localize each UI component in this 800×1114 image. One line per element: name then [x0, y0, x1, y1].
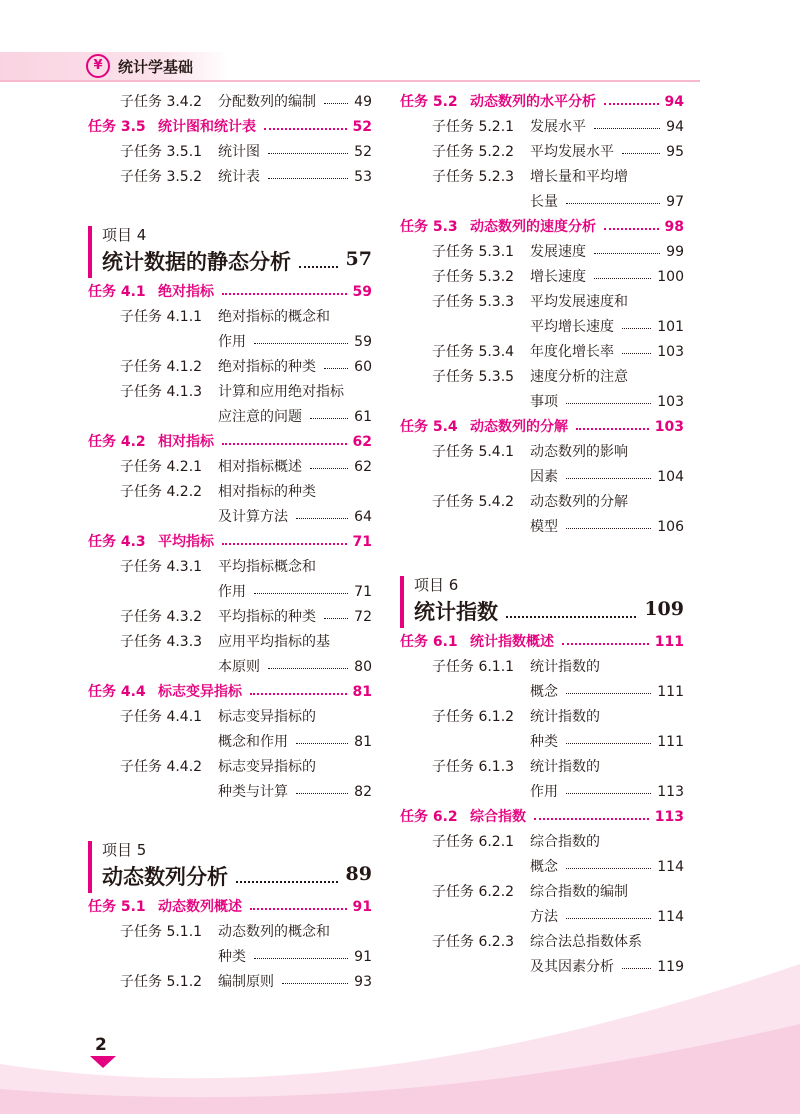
entry-title: 统计指数的	[530, 759, 600, 775]
project-heading	[400, 568, 700, 630]
dot-leader	[250, 693, 347, 695]
toc-task-entry	[88, 280, 388, 305]
entry-label: 任务 4.1	[88, 284, 146, 300]
toc-task-entry	[400, 90, 700, 115]
entry-page: 64	[354, 509, 372, 525]
entry-page: 80	[354, 659, 372, 675]
entry-label: 子任务 3.5.1	[120, 144, 203, 160]
entry-page: 52	[352, 119, 372, 135]
toc-subtask-entry	[400, 340, 700, 365]
toc-subtask-entry	[88, 630, 388, 655]
entry-title: 应用平均指标的基	[218, 634, 330, 650]
entry-title-continued: 长量	[530, 194, 558, 210]
toc-subtask-entry	[88, 380, 388, 405]
entry-title-continued: 作用	[530, 784, 558, 800]
dot-leader	[222, 293, 347, 295]
project-number: 项目 4	[102, 226, 147, 244]
entry-title: 平均发展速度和	[530, 294, 628, 310]
entry-page: 103	[657, 344, 684, 360]
toc-subtask-continuation	[400, 730, 700, 755]
toc-subtask-entry	[400, 240, 700, 265]
entry-title: 动态数列的分解	[470, 419, 568, 435]
toc-subtask-continuation	[88, 405, 388, 430]
entry-page: 113	[654, 809, 684, 825]
entry-label: 子任务 5.3.4	[432, 344, 515, 360]
entry-page: 71	[352, 534, 372, 550]
entry-title-continued: 及计算方法	[218, 509, 288, 525]
entry-label: 子任务 5.2.3	[432, 169, 515, 185]
entry-title: 相对指标概述	[218, 459, 302, 475]
toc-subtask-entry	[88, 555, 388, 580]
toc-task-entry	[88, 430, 388, 455]
entry-title: 发展水平	[530, 119, 586, 135]
entry-title: 绝对指标	[158, 284, 214, 300]
entry-label: 子任务 4.4.2	[120, 759, 203, 775]
entry-page: 72	[354, 609, 372, 625]
entry-label: 任务 4.2	[88, 434, 146, 450]
dot-leader	[268, 668, 348, 669]
toc-subtask-continuation	[400, 680, 700, 705]
dot-leader	[566, 793, 651, 794]
entry-title: 分配数列的编制	[218, 94, 316, 110]
toc-subtask-entry	[400, 115, 700, 140]
dot-leader	[310, 468, 348, 469]
entry-page: 111	[657, 684, 684, 700]
dot-leader	[324, 103, 348, 104]
entry-title: 统计表	[218, 169, 260, 185]
toc-subtask-entry	[400, 490, 700, 515]
entry-page: 82	[354, 784, 372, 800]
project-page: 57	[345, 248, 372, 270]
toc-task-entry	[400, 630, 700, 655]
toc-task-entry	[400, 215, 700, 240]
toc-subtask-entry	[88, 90, 388, 115]
entry-page: 94	[664, 94, 684, 110]
entry-title-continued: 应注意的问题	[218, 409, 302, 425]
dot-leader	[604, 103, 659, 105]
entry-label: 子任务 5.2.1	[432, 119, 515, 135]
entry-label: 任务 6.2	[400, 809, 458, 825]
project-accent-bar	[400, 576, 404, 628]
entry-title-continued: 作用	[218, 584, 246, 600]
toc-subtask-entry	[88, 705, 388, 730]
dot-leader	[622, 353, 651, 354]
entry-title: 标志变异指标的	[218, 759, 316, 775]
project-heading	[88, 833, 388, 895]
dot-leader	[296, 793, 348, 794]
entry-title: 统计图	[218, 144, 260, 160]
toc-subtask-continuation	[88, 505, 388, 530]
entry-title: 动态数列概述	[158, 899, 242, 915]
dot-leader	[264, 128, 347, 130]
project-accent-bar	[88, 841, 92, 893]
entry-title: 综合指数	[470, 809, 526, 825]
entry-title: 动态数列的概念和	[218, 924, 330, 940]
entry-title: 速度分析的注意	[530, 369, 628, 385]
entry-page: 62	[352, 434, 372, 450]
entry-page: 52	[354, 144, 372, 160]
entry-title-continued: 平均增长速度	[530, 319, 614, 335]
entry-label: 子任务 6.2.2	[432, 884, 515, 900]
dot-leader	[604, 228, 659, 230]
dot-leader	[296, 743, 348, 744]
toc-subtask-continuation	[400, 390, 700, 415]
entry-label: 子任务 5.3.5	[432, 369, 515, 385]
toc-subtask-continuation	[88, 730, 388, 755]
entry-title: 平均指标的种类	[218, 609, 316, 625]
entry-title: 动态数列的分解	[530, 494, 628, 510]
entry-title-continued: 模型	[530, 519, 558, 535]
dot-leader	[254, 343, 348, 344]
entry-title: 统计指数的	[530, 709, 600, 725]
entry-title: 统计指数概述	[470, 634, 554, 650]
entry-title: 统计图和统计表	[158, 119, 256, 135]
entry-page: 111	[654, 634, 684, 650]
entry-label: 子任务 4.2.2	[120, 484, 203, 500]
toc-subtask-entry	[88, 455, 388, 480]
toc-subtask-continuation	[400, 190, 700, 215]
toc-subtask-entry	[400, 880, 700, 905]
toc-subtask-continuation	[88, 655, 388, 680]
entry-label: 子任务 4.3.1	[120, 559, 203, 575]
toc-subtask-entry	[88, 355, 388, 380]
toc-subtask-entry	[400, 705, 700, 730]
entry-page: 111	[657, 734, 684, 750]
toc-subtask-entry	[400, 655, 700, 680]
dot-leader	[594, 278, 651, 279]
toc-subtask-continuation	[400, 855, 700, 880]
dot-leader	[576, 428, 649, 430]
toc-subtask-entry	[88, 755, 388, 780]
dot-leader	[566, 693, 651, 694]
toc-subtask-continuation	[88, 780, 388, 805]
header-band	[0, 52, 230, 82]
entry-page: 101	[657, 319, 684, 335]
entry-label: 子任务 4.3.3	[120, 634, 203, 650]
entry-page: 94	[666, 119, 684, 135]
dot-leader	[622, 328, 651, 329]
dot-leader	[594, 253, 660, 254]
entry-page: 114	[657, 909, 684, 925]
entry-page: 98	[664, 219, 684, 235]
entry-label: 子任务 6.1.3	[432, 759, 515, 775]
dot-leader	[324, 368, 348, 369]
dot-leader	[594, 128, 660, 129]
entry-label: 子任务 3.5.2	[120, 169, 203, 185]
dot-leader	[268, 153, 348, 154]
entry-title: 编制原则	[218, 974, 274, 990]
book-title: 统计学基础	[118, 58, 194, 76]
entry-title: 统计指数的	[530, 659, 600, 675]
entry-title-continued: 本原则	[218, 659, 260, 675]
entry-title-continued: 概念和作用	[218, 734, 288, 750]
yen-icon: ¥	[86, 54, 110, 78]
entry-page: 71	[354, 584, 372, 600]
entry-title: 增长量和平均增	[530, 169, 628, 185]
entry-label: 子任务 5.4.2	[432, 494, 515, 510]
entry-title: 综合指数的编制	[530, 884, 628, 900]
entry-title-continued: 及其因素分析	[530, 959, 614, 975]
entry-page: 49	[354, 94, 372, 110]
entry-label: 任务 6.1	[400, 634, 458, 650]
entry-label: 子任务 5.1.2	[120, 974, 203, 990]
dot-leader	[534, 818, 649, 820]
entry-title-continued: 概念	[530, 859, 558, 875]
toc-subtask-entry	[88, 305, 388, 330]
toc-subtask-continuation	[400, 780, 700, 805]
entry-label: 子任务 4.1.1	[120, 309, 203, 325]
toc-subtask-entry	[88, 140, 388, 165]
entry-label: 子任务 5.1.1	[120, 924, 203, 940]
entry-title: 综合法总指数体系	[530, 934, 642, 950]
entry-page: 59	[354, 334, 372, 350]
page-number-marker	[90, 1056, 116, 1068]
toc-subtask-continuation	[400, 905, 700, 930]
entry-label: 子任务 5.3.2	[432, 269, 515, 285]
toc-subtask-entry	[88, 480, 388, 505]
entry-label: 子任务 4.1.3	[120, 384, 203, 400]
toc-task-entry	[88, 530, 388, 555]
toc-subtask-entry	[400, 830, 700, 855]
entry-title-continued: 事项	[530, 394, 558, 410]
entry-page: 95	[666, 144, 684, 160]
dot-leader	[566, 868, 651, 869]
toc-subtask-continuation	[400, 515, 700, 540]
entry-label: 任务 5.3	[400, 219, 458, 235]
header-rule	[0, 80, 700, 82]
entry-label: 子任务 3.4.2	[120, 94, 203, 110]
entry-page: 119	[657, 959, 684, 975]
entry-label: 子任务 4.3.2	[120, 609, 203, 625]
entry-title-continued: 种类	[530, 734, 558, 750]
entry-label: 子任务 6.1.2	[432, 709, 515, 725]
toc-subtask-entry	[400, 440, 700, 465]
entry-label: 子任务 4.2.1	[120, 459, 203, 475]
dot-leader	[562, 643, 649, 645]
dot-leader	[310, 418, 348, 419]
entry-label: 子任务 4.1.2	[120, 359, 203, 375]
dot-leader	[236, 881, 338, 883]
entry-label: 任务 4.3	[88, 534, 146, 550]
entry-label: 子任务 6.2.3	[432, 934, 515, 950]
entry-title-continued: 作用	[218, 334, 246, 350]
entry-title: 绝对指标的概念和	[218, 309, 330, 325]
dot-leader	[222, 543, 347, 545]
decorative-wave	[0, 944, 800, 1114]
entry-page: 62	[354, 459, 372, 475]
toc-subtask-entry	[400, 140, 700, 165]
project-title: 统计指数	[414, 599, 498, 624]
dot-leader	[254, 593, 348, 594]
entry-title: 平均指标概念和	[218, 559, 316, 575]
dot-leader	[566, 203, 660, 204]
toc-task-entry	[400, 805, 700, 830]
entry-title: 标志变异指标	[158, 684, 242, 700]
entry-label: 子任务 5.4.1	[432, 444, 515, 460]
entry-label: 子任务 6.2.1	[432, 834, 515, 850]
entry-page: 91	[354, 949, 372, 965]
dot-leader	[250, 908, 347, 910]
dot-leader	[506, 616, 636, 618]
entry-page: 91	[352, 899, 372, 915]
entry-label: 子任务 5.2.2	[432, 144, 515, 160]
entry-page: 114	[657, 859, 684, 875]
dot-leader	[566, 743, 651, 744]
dot-leader	[268, 178, 348, 179]
project-page: 89	[345, 863, 372, 885]
entry-page: 113	[657, 784, 684, 800]
entry-page: 100	[657, 269, 684, 285]
toc-task-entry	[88, 115, 388, 140]
toc-left-column	[88, 90, 388, 995]
toc-task-entry	[88, 895, 388, 920]
entry-title: 标志变异指标的	[218, 709, 316, 725]
entry-title: 平均发展水平	[530, 144, 614, 160]
toc-subtask-entry	[400, 265, 700, 290]
entry-page: 99	[666, 244, 684, 260]
entry-page: 81	[354, 734, 372, 750]
entry-label: 子任务 4.4.1	[120, 709, 203, 725]
toc-subtask-continuation	[400, 315, 700, 340]
entry-page: 104	[657, 469, 684, 485]
project-number: 项目 5	[102, 841, 147, 859]
entry-title: 动态数列的水平分析	[470, 94, 596, 110]
toc-subtask-entry	[88, 605, 388, 630]
entry-title-continued: 概念	[530, 684, 558, 700]
project-page: 109	[644, 598, 684, 620]
entry-title: 平均指标	[158, 534, 214, 550]
entry-page: 103	[657, 394, 684, 410]
entry-label: 子任务 5.3.3	[432, 294, 515, 310]
toc-subtask-continuation	[400, 465, 700, 490]
entry-title: 绝对指标的种类	[218, 359, 316, 375]
toc-subtask-entry	[88, 920, 388, 945]
project-title: 动态数列分析	[102, 864, 228, 889]
dot-leader	[622, 153, 660, 154]
dot-leader	[566, 403, 651, 404]
entry-title: 相对指标的种类	[218, 484, 316, 500]
toc-task-entry	[88, 680, 388, 705]
entry-title-continued: 方法	[530, 909, 558, 925]
entry-title: 动态数列的速度分析	[470, 219, 596, 235]
toc-subtask-continuation	[88, 330, 388, 355]
entry-title-continued: 种类	[218, 949, 246, 965]
project-heading	[88, 218, 388, 280]
toc-task-entry	[400, 415, 700, 440]
dot-leader	[324, 618, 348, 619]
dot-leader	[566, 528, 651, 529]
toc-right-column	[400, 90, 700, 980]
entry-title: 增长速度	[530, 269, 586, 285]
toc-subtask-entry	[88, 165, 388, 190]
toc-subtask-entry	[400, 165, 700, 190]
dot-leader	[566, 478, 651, 479]
entry-page: 97	[666, 194, 684, 210]
entry-page: 106	[657, 519, 684, 535]
entry-page: 93	[354, 974, 372, 990]
entry-title: 动态数列的影响	[530, 444, 628, 460]
entry-title: 年度化增长率	[530, 344, 614, 360]
entry-title-continued: 因素	[530, 469, 558, 485]
entry-label: 子任务 6.1.1	[432, 659, 515, 675]
entry-title: 发展速度	[530, 244, 586, 260]
entry-page: 59	[352, 284, 372, 300]
entry-label: 子任务 5.3.1	[432, 244, 515, 260]
project-accent-bar	[88, 226, 92, 278]
dot-leader	[299, 266, 338, 268]
entry-title: 计算和应用绝对指标	[218, 384, 344, 400]
entry-title: 相对指标	[158, 434, 214, 450]
entry-title-continued: 种类与计算	[218, 784, 288, 800]
entry-label: 任务 5.2	[400, 94, 458, 110]
entry-page: 103	[654, 419, 684, 435]
toc-subtask-entry	[400, 755, 700, 780]
dot-leader	[566, 918, 651, 919]
running-header	[0, 52, 800, 82]
project-title: 统计数据的静态分析	[102, 249, 291, 274]
entry-label: 任务 5.1	[88, 899, 146, 915]
entry-page: 53	[354, 169, 372, 185]
entry-label: 任务 4.4	[88, 684, 146, 700]
toc-subtask-entry	[400, 290, 700, 315]
project-number: 项目 6	[414, 576, 459, 594]
dot-leader	[222, 443, 347, 445]
toc-subtask-continuation	[88, 580, 388, 605]
entry-page: 61	[354, 409, 372, 425]
entry-title: 综合指数的	[530, 834, 600, 850]
entry-label: 任务 5.4	[400, 419, 458, 435]
toc-subtask-entry	[400, 365, 700, 390]
entry-page: 60	[354, 359, 372, 375]
dot-leader	[296, 518, 348, 519]
entry-label: 任务 3.5	[88, 119, 146, 135]
entry-page: 81	[352, 684, 372, 700]
page-number: 2	[95, 1035, 107, 1055]
